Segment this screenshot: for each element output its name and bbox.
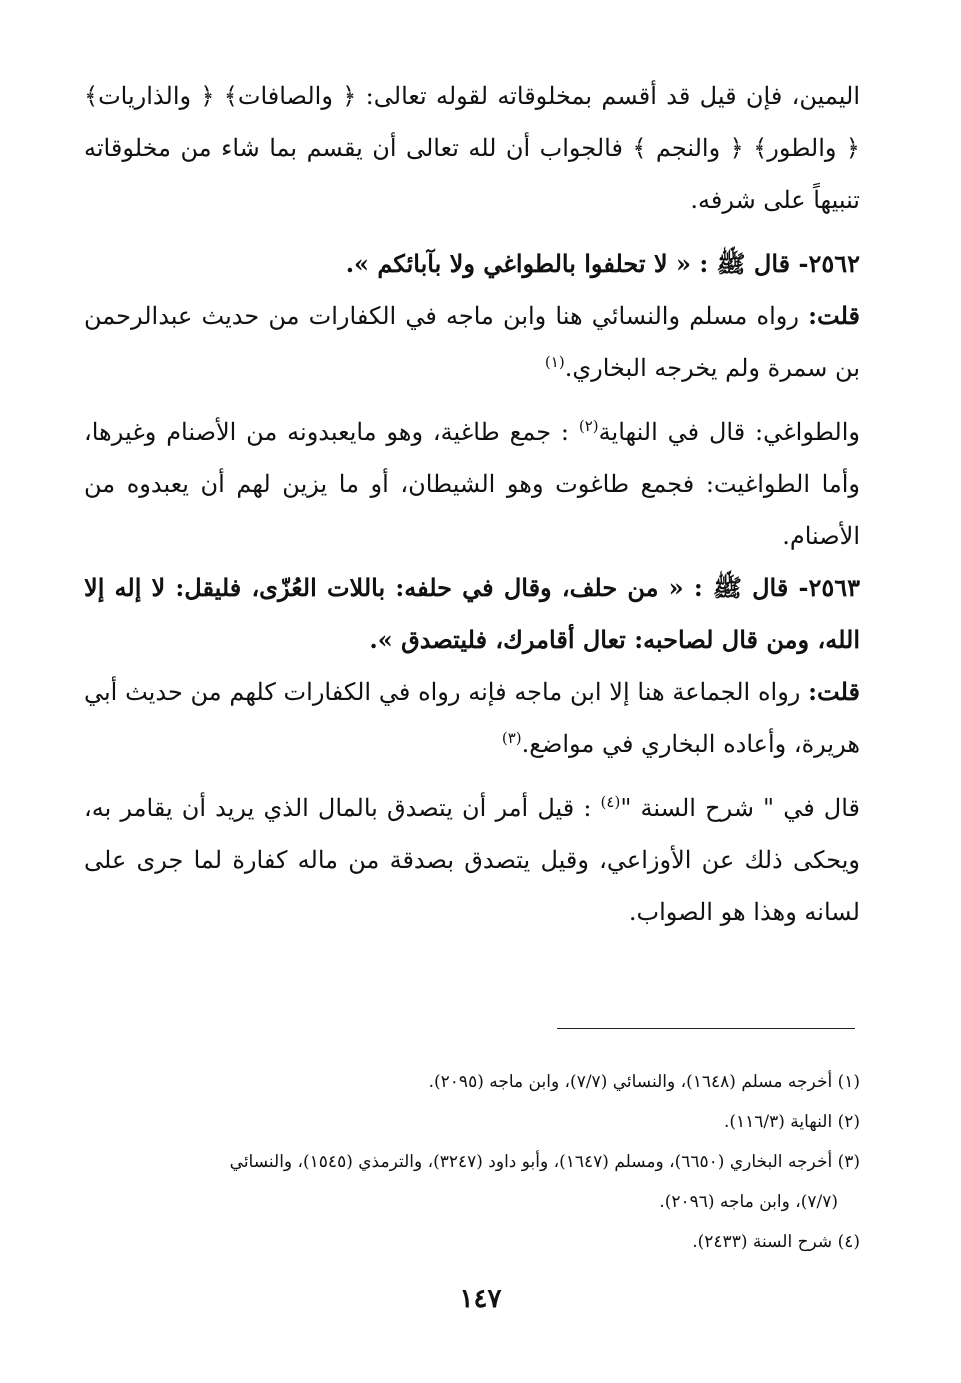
- paragraph-sharh-al-sunnah: [84, 782, 860, 938]
- footnote-1: (١) أخرجه مسلم (١٦٤٨)، والنسائي (٧/٧)، وابن ماجه (٢٠٩٥).: [428, 1072, 860, 1092]
- hadith-2563-text: « من حلف، وقال في حلفه: باللات العُزّى، فليقل: لا إله إلا الله، ومن قال لصاحبه: تعال أقامرك، فليتصدق ».: [84, 573, 860, 654]
- hadith-2563: [84, 562, 860, 666]
- hadith-2562: [84, 238, 860, 290]
- main-text: [84, 70, 860, 938]
- page-number: ١٤٧: [459, 1284, 502, 1314]
- hadith-2563-number: ٢٥٦٣- قال ﷺ :: [693, 573, 861, 602]
- paragraph-oaths-text: اليمين، فإن قيل قد أقسم بمخلوقاته لقوله تعالى: ﴿ والصافات﴾ ﴿ والذاريات﴾ ﴿ والطور﴾ ﴿ والنجم ﴾ فالجواب أن لله تعالى أن يقسم بما شاء من مخلوقاته تنبيهاً على شرفه.: [84, 82, 860, 214]
- footnote-2: (٢) النهاية (١١٦/٣).: [723, 1112, 860, 1132]
- paragraph-sharh-text-2: : قيل أمر أن يتصدق بالمال الذي يريد أن يقامر به، ويحكى ذلك عن الأوزاعي، وقيل يتصدق بصدقة من ماله كفارة لما جرى على لسانه وهذا هو الصواب.: [84, 794, 860, 926]
- footnote-3: (٣) أخرجه البخاري (٦٦٥٠)، ومسلم (١٦٤٧)، وأبو داود (٣٢٤٧)، والترمذي (١٥٤٥)، والنسائي: [229, 1152, 860, 1172]
- comment-2562: [84, 290, 860, 394]
- paragraph-sharh-text-1: قال في " شرح السنة ": [620, 794, 861, 822]
- footnote-4: (٤) شرح السنة (٢٤٣٣).: [692, 1232, 860, 1252]
- footnote-3-continued: (٧/٧)، وابن ماجه (٢٠٩٦).: [659, 1192, 838, 1212]
- footnote-ref-1[interactable]: (١): [544, 353, 565, 371]
- comment-2562-text: رواه مسلم والنسائي هنا وابن ماجه في الكفارات من حديث عبدالرحمن بن سمرة ولم يخرجه البخاري.: [84, 302, 860, 382]
- footnotes: [84, 1062, 860, 1262]
- hadith-2562-text: « لا تحلفوا بالطواغي ولا بآبائكم ».: [345, 249, 691, 278]
- paragraph-tawaghi-text-1: والطواغي: قال في النهاية: [598, 418, 860, 446]
- comment-2563-text: رواه الجماعة هنا إلا ابن ماجه فإنه رواه في الكفارات كلهم من حديث أبي هريرة، وأعاده البخاري في مواضع.: [84, 678, 860, 758]
- paragraph-oaths: [84, 70, 860, 226]
- footnote-ref-2[interactable]: (٢): [578, 417, 599, 435]
- footnote-divider: [557, 1028, 855, 1029]
- hadith-2562-number: ٢٥٦٢- قال ﷺ :: [699, 249, 860, 278]
- comment-2562-lead: قلت:: [808, 301, 860, 330]
- comment-2563-lead: قلت:: [808, 677, 860, 706]
- paragraph-tawaghi: [84, 406, 860, 562]
- paragraph-tawaghi-text-2: : جمع طاغية، وهو مايعبدونه من الأصنام وغيرها، وأما الطواغيت: فجمع طاغوت وهو الشيطان، أو ما يزين لهم أن يعبدوه من الأصنام.: [84, 418, 860, 550]
- footnote-ref-3[interactable]: (٣): [501, 729, 522, 747]
- comment-2563: [84, 666, 860, 770]
- footnote-ref-4[interactable]: (٤): [600, 793, 621, 811]
